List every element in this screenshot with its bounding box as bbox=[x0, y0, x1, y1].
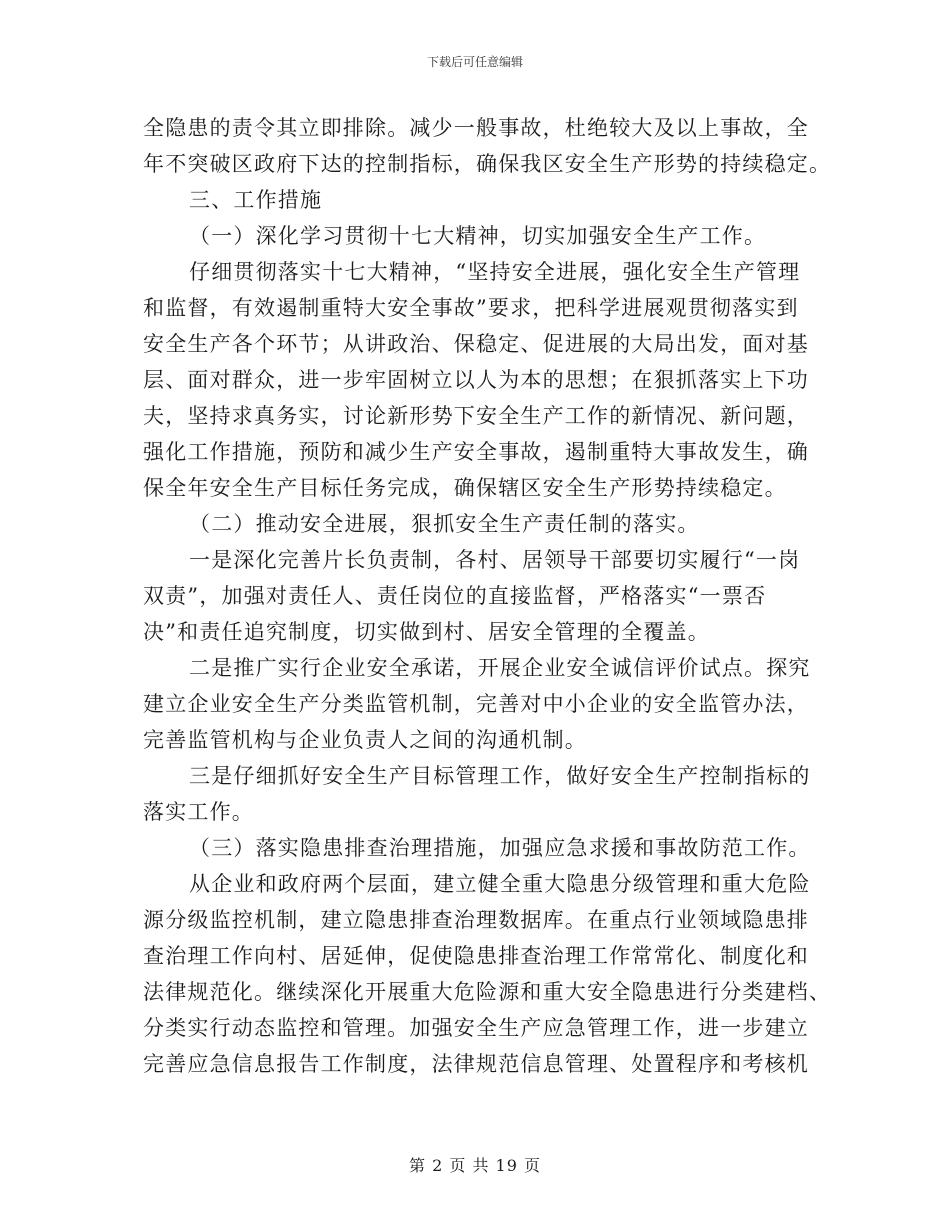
current-page-number: 2 bbox=[432, 1156, 444, 1175]
paragraph-line: 层、面对群众，进一步牢固树立以人为本的思想；在狠抓落实上下功 bbox=[143, 368, 809, 392]
page-footer-prefix: 第 bbox=[408, 1156, 426, 1175]
paragraph-line: 分类实行动态监控和管理。加强安全生产应急管理工作，进一步建立 bbox=[143, 1016, 809, 1040]
paragraph-line: 建立企业安全生产分类监管机制，完善对中小企业的安全监管办法， bbox=[143, 692, 809, 716]
paragraph-line: 查治理工作向村、居延伸，促使隐患排查治理工作常常化、制度化和 bbox=[143, 944, 809, 968]
paragraph-line: 源分级监控机制，建立隐患排查治理数据库。在重点行业领域隐患排 bbox=[143, 908, 809, 932]
subsection-heading: （一）深化学习贯彻十七大精神，切实加强安全生产工作。 bbox=[189, 224, 767, 248]
paragraph-line: 年不突破区政府下达的控制指标，确保我区安全生产形势的持续稳定。 bbox=[143, 152, 832, 176]
subsection-heading: （二）推动安全进展，狠抓安全生产责任制的落实。 bbox=[189, 512, 700, 536]
paragraph-line: 法律规范化。继续深化开展重大危险源和重大安全隐患进行分类建档、 bbox=[143, 980, 832, 1004]
paragraph-line: 保全年安全生产目标任务完成，确保辖区安全生产形势持续稳定。 bbox=[143, 476, 787, 500]
paragraph-line: 和监督，有效遏制重特大安全事故”要求，把科学进展观贯彻落实到 bbox=[143, 296, 799, 320]
paragraph-line: 双责”，加强对责任人、责任岗位的直接监督，严格落实“一票否 bbox=[143, 584, 767, 608]
page-footer-middle: 页 共 bbox=[449, 1156, 490, 1175]
page-footer-suffix: 页 bbox=[524, 1156, 542, 1175]
paragraph-line: 一是深化完善片长负责制，各村、居领导干部要切实履行“一岗 bbox=[189, 548, 801, 572]
subsection-heading: （三）落实隐患排查治理措施，加强应急求援和事故防范工作。 bbox=[189, 836, 811, 860]
paragraph-line: 完善监管机构与企业负责人之间的沟通机制。 bbox=[143, 728, 587, 752]
paragraph-line: 落实工作。 bbox=[143, 800, 254, 824]
paragraph-line: 仔细贯彻落实十七大精神，“坚持安全进展，强化安全生产管理 bbox=[189, 260, 801, 284]
paragraph-line: 强化工作措施，预防和减少生产安全事故，遏制重特大事故发生，确 bbox=[143, 440, 809, 464]
paragraph-line: 完善应急信息报告工作制度，法律规范信息管理、处置程序和考核机 bbox=[143, 1052, 809, 1076]
paragraph-line: 全隐患的责令其立即排除。减少一般事故，杜绝较大及以上事故，全 bbox=[143, 116, 809, 140]
paragraph-line: 夫，坚持求真务实，讨论新形势下安全生产工作的新情况、新问题， bbox=[143, 404, 809, 428]
section-heading: 三、工作措施 bbox=[189, 188, 323, 212]
paragraph-line: 安全生产各个环节；从讲政治、保稳定、促进展的大局出发，面对基 bbox=[143, 332, 809, 356]
total-page-count: 19 bbox=[495, 1156, 518, 1175]
page-header: 下载后可任意编辑 bbox=[426, 55, 523, 69]
page-footer bbox=[0, 1156, 950, 1176]
document-body bbox=[143, 110, 832, 1082]
paragraph-line: 决”和责任追究制度，切实做到村、居安全管理的全覆盖。 bbox=[143, 620, 710, 644]
paragraph-line: 二是推广实行企业安全承诺，开展企业安全诚信评价试点。探究 bbox=[189, 656, 811, 680]
paragraph-line: 三是仔细抓好安全生产目标管理工作，做好安全生产控制指标的 bbox=[189, 764, 811, 788]
paragraph-line: 从企业和政府两个层面，建立健全重大隐患分级管理和重大危险 bbox=[189, 872, 811, 896]
